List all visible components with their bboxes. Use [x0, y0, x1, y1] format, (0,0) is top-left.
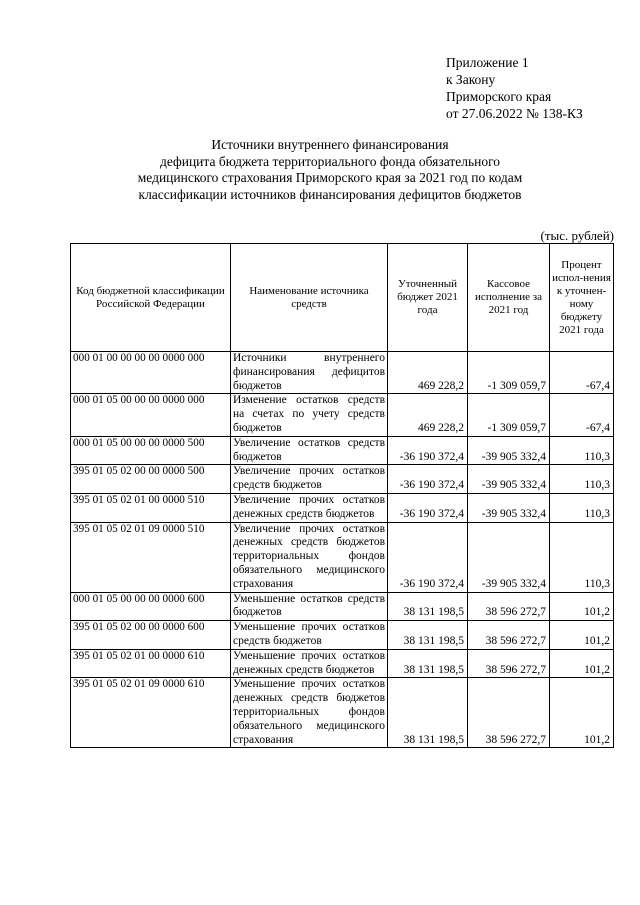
document-title [60, 137, 600, 203]
row-percent: 101,2 [550, 649, 614, 678]
appendix-block [446, 54, 583, 122]
table-row [71, 522, 614, 592]
header-percent: Процент испол-нения к уточнен-ному бюджету 2021 года [550, 244, 614, 352]
table-row [71, 436, 614, 465]
row-code: 000 01 05 00 00 00 0000 600 [71, 592, 231, 621]
row-cash: -39 905 332,4 [468, 436, 550, 465]
row-cash: 38 596 272,7 [468, 649, 550, 678]
row-percent: 110,3 [550, 522, 614, 592]
row-name: Увеличение прочих остатков денежных средств бюджетов [231, 493, 388, 522]
table-row [71, 621, 614, 650]
appendix-line: Приморского края [446, 89, 552, 104]
row-budget: 38 131 198,5 [388, 678, 468, 748]
row-cash: 38 596 272,7 [468, 621, 550, 650]
table-header-row [71, 244, 614, 352]
row-name: Увеличение остатков средств бюджетов [231, 436, 388, 465]
row-code: 000 01 00 00 00 00 0000 000 [71, 352, 231, 394]
row-budget: -36 190 372,4 [388, 522, 468, 592]
row-name: Увеличение прочих остатков средств бюджетов [231, 465, 388, 494]
title-line: классификации источников финансирования дефицитов бюджетов [138, 186, 522, 202]
appendix-line: от 27.06.2022 № 138-КЗ [446, 106, 583, 121]
row-cash: -39 905 332,4 [468, 493, 550, 522]
row-budget: 469 228,2 [388, 394, 468, 436]
row-name: Источники внутреннего финансирования дефицитов бюджетов [231, 352, 388, 394]
row-code: 000 01 05 00 00 00 0000 500 [71, 436, 231, 465]
header-cash: Кассовое исполнение за 2021 год [468, 244, 550, 352]
row-budget: -36 190 372,4 [388, 436, 468, 465]
table-row [71, 678, 614, 748]
row-budget: -36 190 372,4 [388, 493, 468, 522]
title-line: Источники внутреннего финансирования [211, 137, 449, 152]
row-code: 000 01 05 00 00 00 0000 000 [71, 394, 231, 436]
row-budget: 469 228,2 [388, 352, 468, 394]
row-cash: 38 596 272,7 [468, 678, 550, 748]
row-name: Уменьшение остатков средств бюджетов [231, 592, 388, 621]
row-percent: 101,2 [550, 678, 614, 748]
row-name: Уменьшение прочих остатков денежных средств бюджетов [231, 649, 388, 678]
row-percent: 110,3 [550, 436, 614, 465]
table-row [71, 493, 614, 522]
row-percent: -67,4 [550, 352, 614, 394]
table-row [71, 465, 614, 494]
row-budget: 38 131 198,5 [388, 592, 468, 621]
table-row [71, 394, 614, 436]
row-cash: -39 905 332,4 [468, 465, 550, 494]
row-code: 395 01 05 02 01 09 0000 610 [71, 678, 231, 748]
appendix-line: Приложение 1 [446, 55, 529, 70]
row-code: 395 01 05 02 01 00 0000 610 [71, 649, 231, 678]
table-row [71, 592, 614, 621]
row-percent: 101,2 [550, 621, 614, 650]
title-line: дефицита бюджета территориального фонда обязательного [159, 153, 501, 169]
row-percent: 110,3 [550, 493, 614, 522]
title-line: медицинского страхования Приморского края за 2021 год по кодам [137, 170, 523, 185]
row-budget: -36 190 372,4 [388, 465, 468, 494]
table-row [71, 352, 614, 394]
row-cash: 38 596 272,7 [468, 592, 550, 621]
appendix-line: к Закону [446, 72, 496, 87]
row-code: 395 01 05 02 00 00 0000 600 [71, 621, 231, 650]
row-code: 395 01 05 02 01 00 0000 510 [71, 493, 231, 522]
row-code: 395 01 05 02 00 00 0000 500 [71, 465, 231, 494]
row-name: Увеличение прочих остатков денежных средств бюджетов территориальных фондов обязательного медицинского страхования [231, 522, 388, 592]
row-budget: 38 131 198,5 [388, 621, 468, 650]
row-percent: 101,2 [550, 592, 614, 621]
header-name: Наименование источника средств [231, 244, 388, 352]
row-name: Уменьшение прочих остатков денежных средств бюджетов территориальных фондов обязательного медицинского страхования [231, 678, 388, 748]
sources-table [70, 243, 614, 748]
table-row [71, 649, 614, 678]
row-name: Изменение остатков средств на счетах по учету средств бюджетов [231, 394, 388, 436]
row-percent: -67,4 [550, 394, 614, 436]
row-cash: -39 905 332,4 [468, 522, 550, 592]
units-label: (тыс. рублей) [540, 228, 614, 243]
row-name: Уменьшение прочих остатков средств бюджетов [231, 621, 388, 650]
header-code: Код бюджетной классификации Российской Федерации [71, 244, 231, 352]
row-percent: 110,3 [550, 465, 614, 494]
header-budget: Уточненный бюджет 2021 года [388, 244, 468, 352]
row-cash: -1 309 059,7 [468, 394, 550, 436]
row-budget: 38 131 198,5 [388, 649, 468, 678]
row-code: 395 01 05 02 01 09 0000 510 [71, 522, 231, 592]
row-cash: -1 309 059,7 [468, 352, 550, 394]
